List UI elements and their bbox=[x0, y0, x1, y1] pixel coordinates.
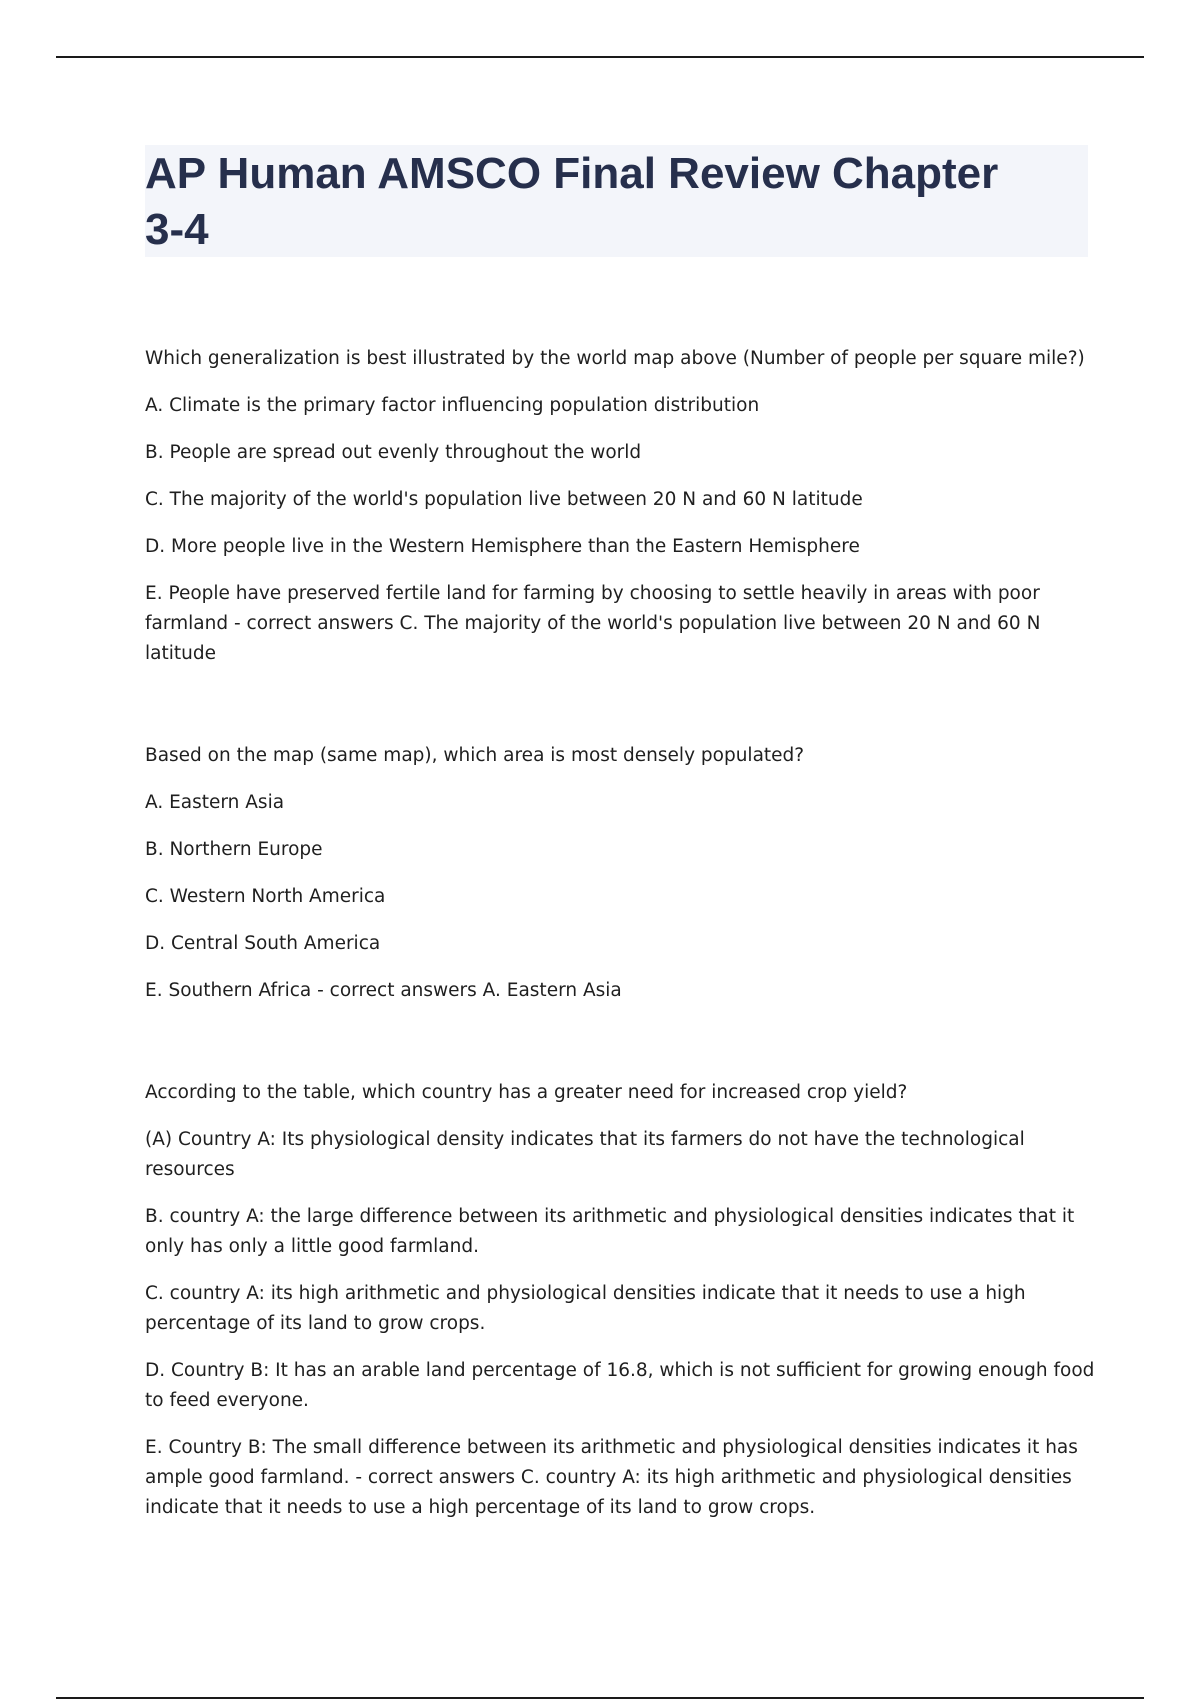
document-title: AP Human AMSCO Final Review Chapter 3-4 bbox=[145, 149, 999, 254]
question-prompt: According to the table, which country has a greater need for increased crop yield? bbox=[145, 1082, 908, 1103]
bottom-divider bbox=[56, 1697, 1144, 1699]
answer-option: D. Central South America bbox=[145, 933, 381, 954]
question-prompt: Which generalization is best illustrated by the world map above (Number of people per square mile?) bbox=[145, 348, 1085, 369]
answer-option: A. Eastern Asia bbox=[145, 792, 285, 813]
answer-option: C. country A: its high arithmetic and physiological densities indicate that it needs to use a high percentage of its land to grow crops. bbox=[145, 1283, 1026, 1334]
answer-option: A. Climate is the primary factor influencing population distribution bbox=[145, 395, 760, 416]
answer-option: C. Western North America bbox=[145, 886, 386, 907]
answer-option: (A) Country A: Its physiological density indicates that its farmers do not have the technological resources bbox=[145, 1129, 1025, 1180]
answer-option-with-correct-answer: E. People have preserved fertile land for farming by choosing to settle heavily in areas with poor farmland - correct answers C. The majority of the world's population live between 20 N and 60 N latitude bbox=[145, 583, 1041, 664]
answer-option: B. Northern Europe bbox=[145, 839, 323, 860]
answer-option: D. More people live in the Western Hemisphere than the Eastern Hemisphere bbox=[145, 536, 860, 557]
answer-option-with-correct-answer: E. Southern Africa - correct answers A. Eastern Asia bbox=[145, 980, 622, 1001]
answer-option: B. country A: the large difference between its arithmetic and physiological densities indicates that it only has only a little good farmland. bbox=[145, 1206, 1075, 1257]
answer-option: C. The majority of the world's population live between 20 N and 60 N latitude bbox=[145, 489, 863, 510]
question-block bbox=[145, 741, 1095, 1006]
answer-option: D. Country B: It has an arable land percentage of 16.8, which is not sufficient for growing enough food to feed everyone. bbox=[145, 1360, 1095, 1411]
question-block bbox=[145, 1078, 1095, 1523]
question-block bbox=[145, 344, 1095, 669]
top-divider bbox=[56, 56, 1144, 58]
question-prompt: Based on the map (same map), which area is most densely populated? bbox=[145, 745, 805, 766]
question-list bbox=[145, 344, 1095, 1595]
answer-option: B. People are spread out evenly throughout the world bbox=[145, 442, 642, 463]
answer-option-with-correct-answer: E. Country B: The small difference between its arithmetic and physiological densities indicates it has ample good farmland. - correct answers C. country A: its high arithmetic and physiological densities indicate that it needs to use a high percentage of its land to grow crops. bbox=[145, 1437, 1078, 1518]
